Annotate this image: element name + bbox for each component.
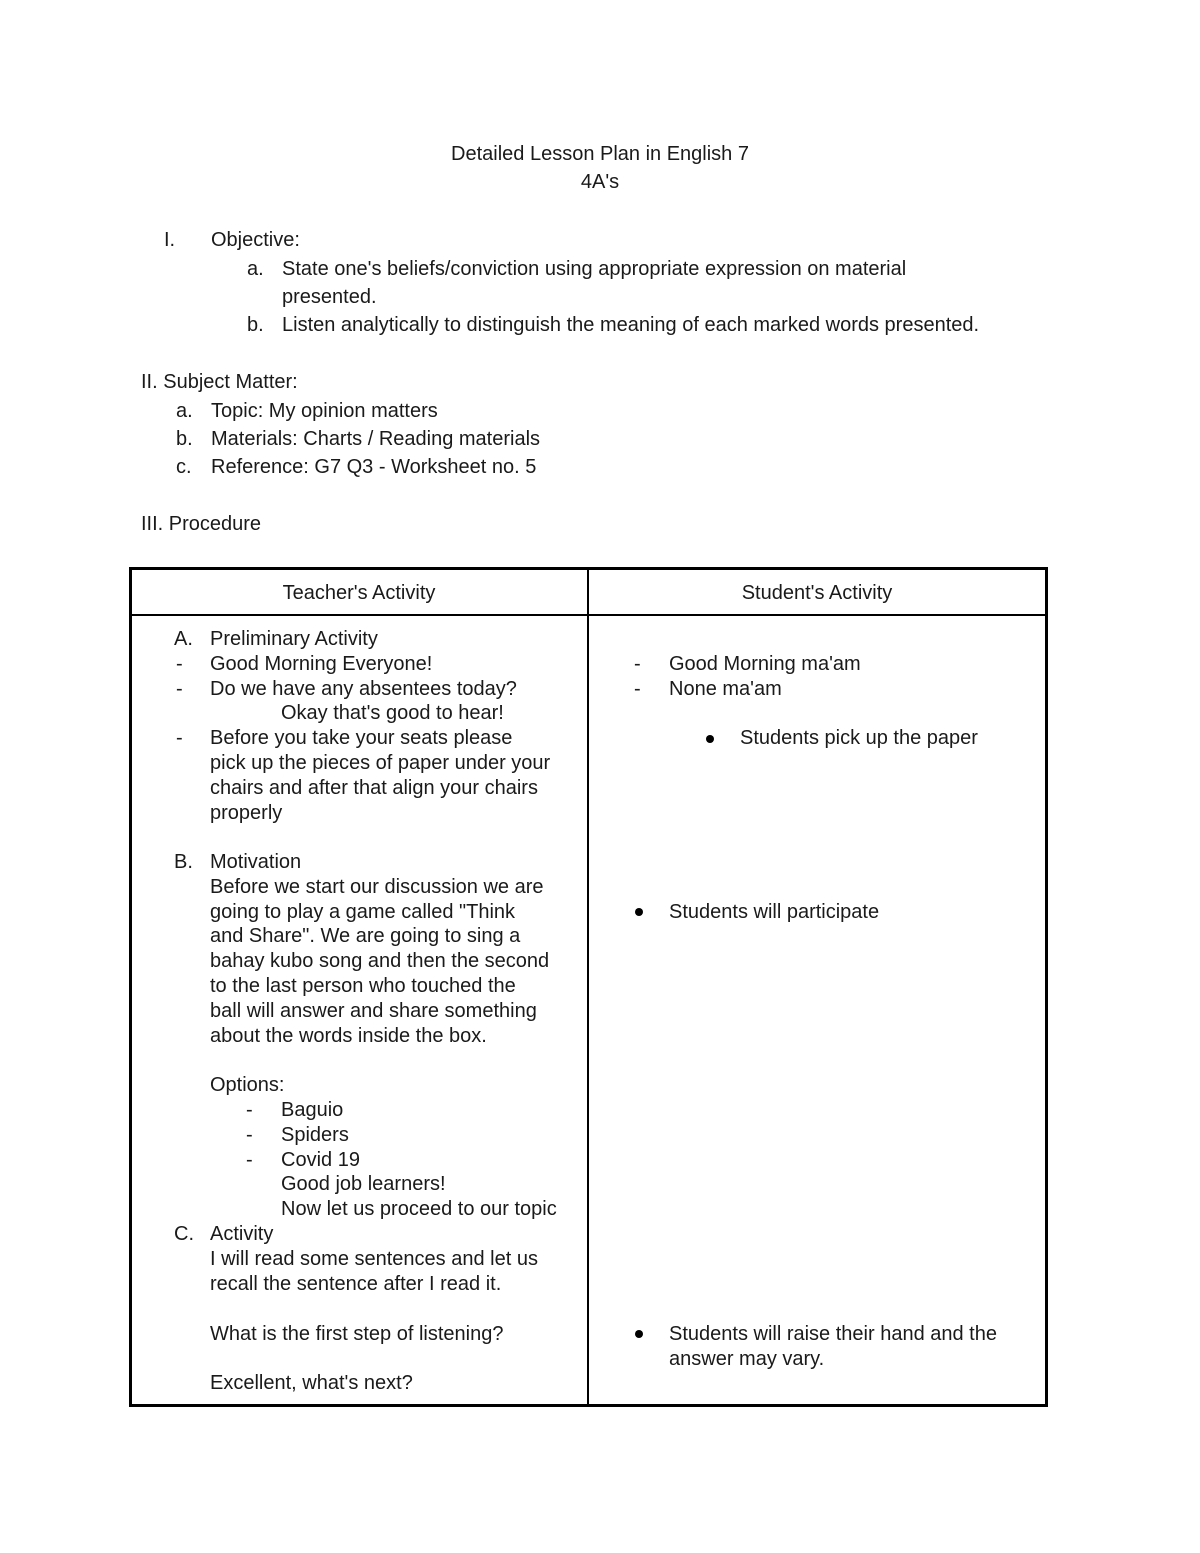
teacher-motivation-line: ball will answer and share something bbox=[210, 1000, 537, 1022]
student-raise-line: answer may vary. bbox=[669, 1348, 825, 1370]
subject-materials: Materials: Charts / Reading materials bbox=[211, 428, 541, 450]
teacher-good-morning: Good Morning Everyone! bbox=[210, 653, 433, 675]
subject-marker-a: a. bbox=[176, 400, 193, 422]
teacher-first-step: What is the first step of listening? bbox=[210, 1323, 504, 1345]
teacher-seats-line: pick up the pieces of paper under your bbox=[210, 752, 551, 774]
teacher-dash: - bbox=[176, 727, 183, 749]
teacher-motivation-line: going to play a game called "Think bbox=[210, 901, 516, 923]
teacher-seats-line: chairs and after that align your chairs bbox=[210, 777, 538, 799]
table-border-left bbox=[129, 567, 132, 1407]
teacher-option: Spiders bbox=[281, 1124, 349, 1146]
teacher-activity-line: I will read some sentences and let us bbox=[210, 1248, 538, 1270]
table-column-divider bbox=[587, 567, 589, 1407]
teacher-good-job: Good job learners! bbox=[281, 1173, 446, 1195]
teacher-options-label: Options: bbox=[210, 1074, 285, 1096]
objective-heading: Objective: bbox=[211, 229, 300, 251]
teacher-dash: - bbox=[246, 1149, 253, 1171]
teacher-motivation-line: to the last person who touched the bbox=[210, 975, 516, 997]
student-none: None ma'am bbox=[669, 678, 782, 700]
header-student-activity: Student's Activity bbox=[741, 582, 893, 604]
objective-numeral: I. bbox=[164, 229, 176, 251]
teacher-motivation-line: about the words inside the box. bbox=[210, 1025, 487, 1047]
objective-b-line1: Listen analytically to distinguish the meaning of each marked words presented. bbox=[282, 314, 980, 336]
teacher-marker-a: A. bbox=[174, 628, 193, 650]
teacher-okay: Okay that's good to hear! bbox=[281, 702, 504, 724]
subject-matter-heading: II. Subject Matter: bbox=[141, 371, 298, 393]
teacher-motivation-line: Before we start our discussion we are bbox=[210, 876, 544, 898]
subject-reference: Reference: G7 Q3 - Worksheet no. 5 bbox=[211, 456, 537, 478]
table-border-right bbox=[1045, 567, 1048, 1407]
subject-marker-b: b. bbox=[176, 428, 193, 450]
student-pick-up: Students pick up the paper bbox=[740, 727, 978, 749]
document-subtitle: 4A's bbox=[580, 171, 620, 193]
teacher-seats-line: properly bbox=[210, 802, 283, 824]
teacher-dash: - bbox=[176, 653, 183, 675]
student-dash: - bbox=[634, 653, 641, 675]
student-good-morning: Good Morning ma'am bbox=[669, 653, 861, 675]
teacher-option: Covid 19 bbox=[281, 1149, 360, 1171]
objective-marker-a: a. bbox=[247, 258, 264, 280]
objective-a-line1: State one's beliefs/conviction using appropriate expression on material bbox=[282, 258, 907, 280]
teacher-preliminary-title: Preliminary Activity bbox=[210, 628, 378, 650]
objective-a-line2: presented. bbox=[282, 286, 377, 308]
subject-marker-c: c. bbox=[176, 456, 192, 478]
bullet-icon bbox=[635, 908, 643, 916]
teacher-dash: - bbox=[246, 1124, 253, 1146]
teacher-excellent: Excellent, what's next? bbox=[210, 1372, 413, 1394]
student-dash: - bbox=[634, 678, 641, 700]
teacher-option: Baguio bbox=[281, 1099, 344, 1121]
teacher-absentees: Do we have any absentees today? bbox=[210, 678, 517, 700]
bullet-icon bbox=[635, 1330, 643, 1338]
teacher-motivation-title: Motivation bbox=[210, 851, 302, 873]
teacher-activity-title: Activity bbox=[210, 1223, 274, 1245]
teacher-dash: - bbox=[246, 1099, 253, 1121]
student-raise-line: Students will raise their hand and the bbox=[669, 1323, 997, 1345]
teacher-motivation-line: bahay kubo song and then the second bbox=[210, 950, 550, 972]
objective-marker-b: b. bbox=[247, 314, 264, 336]
procedure-heading: III. Procedure bbox=[141, 513, 262, 535]
document-title: Detailed Lesson Plan in English 7 bbox=[451, 143, 749, 165]
header-teacher-activity: Teacher's Activity bbox=[282, 582, 436, 604]
teacher-seats-line: Before you take your seats please bbox=[210, 727, 513, 749]
teacher-marker-b: B. bbox=[174, 851, 193, 873]
teacher-proceed: Now let us proceed to our topic bbox=[281, 1198, 557, 1220]
subject-topic: Topic: My opinion matters bbox=[211, 400, 438, 422]
teacher-dash: - bbox=[176, 678, 183, 700]
bullet-icon bbox=[706, 735, 714, 743]
teacher-activity-line: recall the sentence after I read it. bbox=[210, 1273, 502, 1295]
student-participate: Students will participate bbox=[669, 901, 880, 923]
teacher-motivation-line: and Share". We are going to sing a bbox=[210, 925, 521, 947]
teacher-marker-c: C. bbox=[174, 1223, 194, 1245]
